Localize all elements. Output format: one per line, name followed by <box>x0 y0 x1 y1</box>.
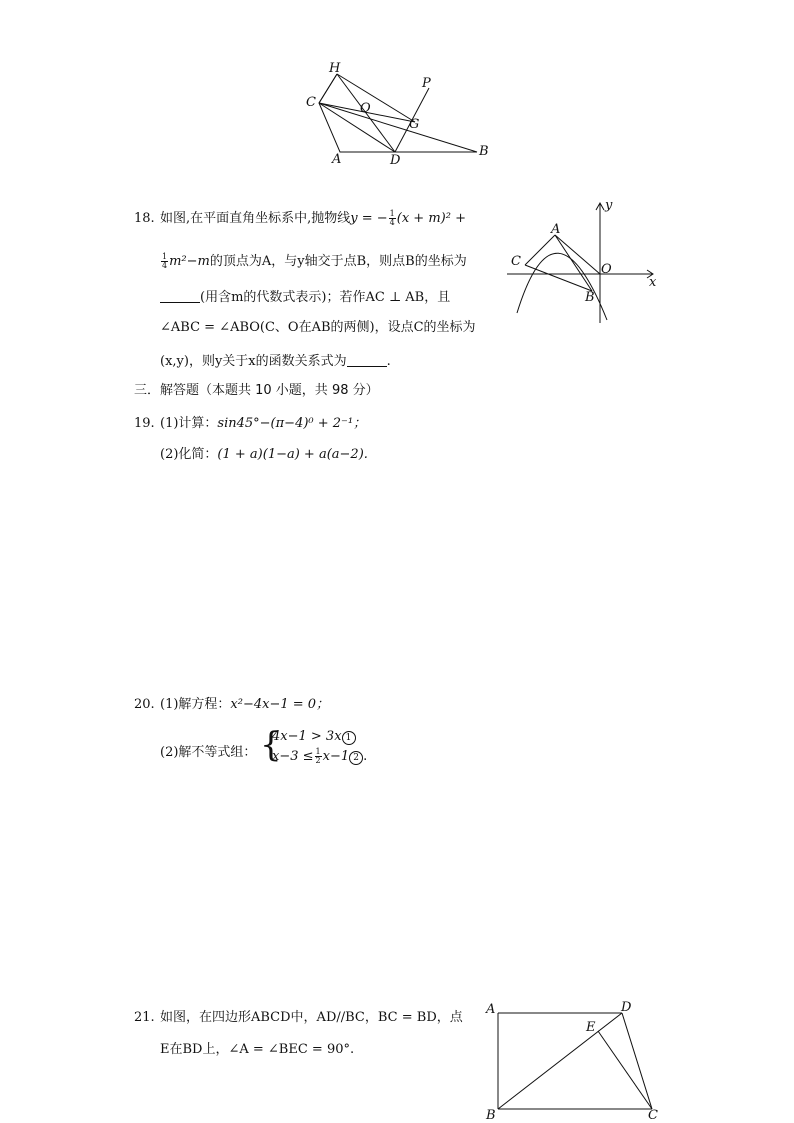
q18-blank-1[interactable] <box>160 288 200 303</box>
fig21-label-a: A <box>486 1002 496 1017</box>
q18-frac2 <box>161 253 168 270</box>
figure-q18 <box>505 195 670 330</box>
q19-part2-label: (2)化简： <box>160 447 218 462</box>
q18-line1-text: 如图,在平面直角坐标系中,抛物线 <box>160 211 351 226</box>
q18-blank-2[interactable] <box>347 352 387 367</box>
q18-frac2-num: 1 <box>162 252 168 261</box>
q21-number: 21. <box>134 1010 155 1025</box>
q18-line2 <box>160 252 467 272</box>
q19-part1-label: (1)计算： <box>160 416 218 431</box>
q21-line1: 如图，在四边形ABCD中，AD//BC，BC = BD，点 <box>160 1010 463 1025</box>
q18-frac1-den: 4 <box>389 218 395 227</box>
q18-line4: ∠ABC = ∠ABO(C、O在AB的两侧)，设点C的坐标为 <box>160 320 476 335</box>
figure-q21 <box>480 995 665 1123</box>
fig21-label-e: E <box>586 1020 596 1035</box>
fig17-label-a: A <box>332 152 342 167</box>
q18-line3 <box>160 288 450 308</box>
fig17-label-d: D <box>390 153 401 168</box>
q20-part1 <box>160 695 329 715</box>
q20-ineq2-math-a: x−3 ≤ <box>272 749 314 764</box>
fig17-label-p: P <box>422 76 431 91</box>
section-3-title: 三．解答题（本题共 10 小题，共 98 分） <box>134 383 379 398</box>
q20-ineq2-frac-den: 2 <box>315 756 321 765</box>
fig18-label-a: A <box>551 222 561 237</box>
fig17-label-g: G <box>409 117 420 132</box>
q20-number: 20. <box>134 697 155 712</box>
fig17-label-b: B <box>479 144 489 159</box>
q20-ineq2 <box>272 747 367 767</box>
q18-frac1 <box>389 210 396 227</box>
q18-number: 18. <box>134 211 155 226</box>
q18-line5 <box>160 352 391 372</box>
q20-end: . <box>363 749 368 764</box>
fig17-label-h: H <box>329 61 341 76</box>
fig18-label-x: x <box>649 275 657 290</box>
q20-ineq1 <box>272 727 356 747</box>
q18-line2-math: m²−m <box>169 254 210 269</box>
q19-number: 19. <box>134 416 155 431</box>
fig18-label-b: B <box>585 290 595 305</box>
figure-q17 <box>295 60 505 170</box>
q18-line1-math: y = − <box>350 211 388 226</box>
q19-part2 <box>160 445 368 465</box>
q20-ineq2-frac-num: 1 <box>315 747 321 756</box>
q18-line1 <box>160 209 466 229</box>
q20-ineq2-math-b: x−1 <box>322 749 350 764</box>
fig18-label-o: O <box>601 262 612 277</box>
q18-line5-text: (x,y)，则y关于x的函数关系式为 <box>160 354 347 369</box>
q18-line1-math2: (x + m)² + <box>396 211 466 226</box>
fig18-label-c: C <box>511 254 521 269</box>
q19-part2-math: (1 + a)(1−a) + a(a−2). <box>217 447 368 462</box>
q20-brace: { <box>260 725 282 765</box>
q19-part1-math: sin45°−(π−4)⁰ + 2⁻¹； <box>217 416 367 431</box>
q20-part1-math: x²−4x−1 = 0； <box>230 697 330 712</box>
q18-line3-text: (用含m的代数式表示)；若作AC ⊥ AB，且 <box>200 290 451 305</box>
fig21-label-d: D <box>621 1000 632 1015</box>
q18-frac1-num: 1 <box>389 209 395 218</box>
q20-ineq2-frac <box>315 748 322 765</box>
fig18-label-y: y <box>605 198 613 213</box>
q18-line2-text: 的顶点为A，与y轴交于点B，则点B的坐标为 <box>209 254 467 269</box>
q20-ineq1-math: 4x−1 > 3x <box>272 729 342 744</box>
q18-frac2-den: 4 <box>162 261 168 270</box>
q19-part1 <box>160 414 366 434</box>
fig17-label-o: O <box>360 101 371 116</box>
q21-line2: E在BD上，∠A = ∠BEC = 90°. <box>160 1042 355 1057</box>
q20-part2-label: (2)解不等式组： <box>160 745 257 760</box>
fig17-label-c: C <box>306 95 316 110</box>
q20-part1-label: (1)解方程： <box>160 697 231 712</box>
q20-ineq2-mark: 2 <box>349 751 363 765</box>
q18-line5-end: . <box>386 354 391 369</box>
fig21-label-b: B <box>486 1108 496 1123</box>
q20-ineq1-mark: 1 <box>342 731 356 745</box>
fig21-label-c: C <box>648 1108 658 1123</box>
